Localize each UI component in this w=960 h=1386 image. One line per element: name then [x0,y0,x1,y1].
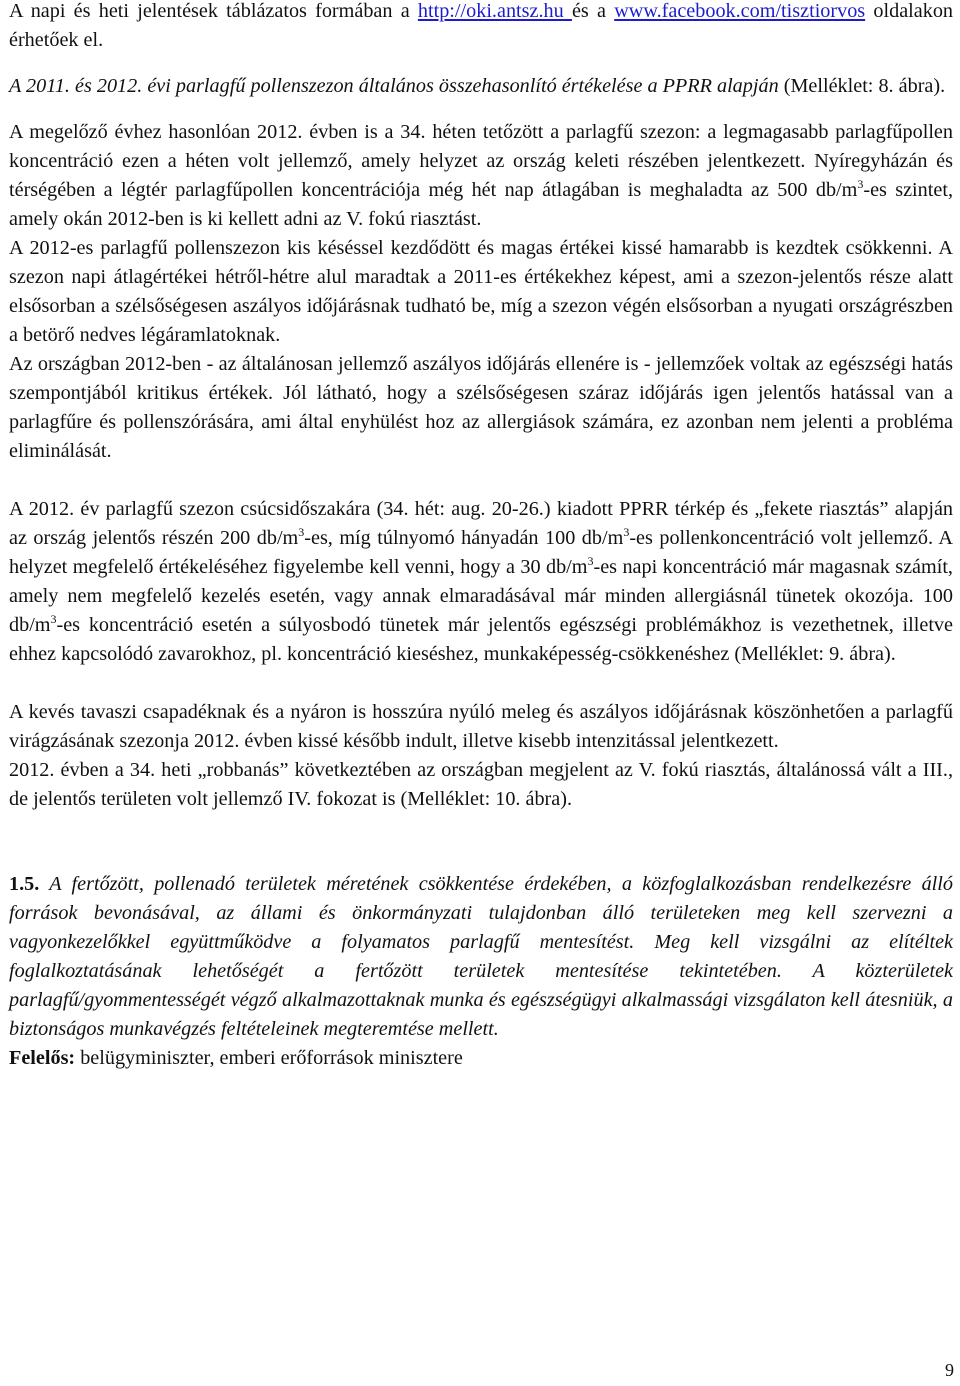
intro-text-and: és a [571,0,615,22]
comparison-ref: (Melléklet: 8. ábra). [778,75,946,97]
responsible-value: belügyminiszter, emberi erőforrások minisztere [75,1047,463,1069]
p1-text: A megelőző évhez hasonlóan 2012. évben is a 34. héten tetőzött a parlagfű szezon: a legmagasabb parlagfűpollen koncentráció ezen a héten volt jellemző, amely helyzet az ország keleti részében jelentkezett. Nyíregyházán és térségében a légtér parlagfűpollen koncentrációja még hét nap átlagában is meghaladta az 500 db/m [9,121,953,201]
intro-text: A napi és heti jelentések táblázatos formában a [9,0,418,22]
spacer [9,466,953,495]
section-text: A fertőzött, pollenadó területek méretének csökkentése érdekében, a közfoglalkozásban rendelkezésre álló források bevonásával, az állami és önkormányzati tulajdonban álló területeken meg kell szervezni a vagyonkezelőkkel együttműködve a folyamatos parlagfű mentesítést. Meg kell vizsgálni az elítéltek foglalkoztatásának lehetőségét a fertőzött területek mentesítése tekintetében. A közterületek parlagfű/gyommentességét végző alkalmazottaknak munka és egészségügyi alkalmassági vizsgálaton kell átesniük, a biztonságos munkavégzés feltételeinek megteremtése mellett. [9,873,953,1040]
comparison-title: A 2011. és 2012. évi parlagfű pollenszezon általános összehasonlító értékelése a PPRR alapján [9,75,779,97]
p4-text-d: -es napi koncentráció már magasnak számít, amely nem megfelelő kezelés esetén, vagy annak elmaradásával már minden allergiásnál tünetek okozója. 100 db/m [9,556,953,636]
spacer [9,55,953,72]
paragraph-critical-values: Az országban 2012-ben - az általánosan jellemző aszályos időjárás ellenére is - jellemzőek voltak az egészségi hatás szempontjából kritikus értékek. Jól látható, hogy a szélsőségesen száraz időjárás igen jelentős hatással van a parlagfűre és pollenszórására, ami által enyhülést hoz az allergiások számára, ez azonban nem jelenti a probléma eliminálását. [9,353,953,462]
p4-text-c: -es pollenkoncentráció volt jellemző. A helyzet megfelelő értékeléséhez figyelembe kell venni, hogy a 30 db/m [9,527,954,578]
oki-link[interactable]: http://oki.antsz.hu [417,0,572,22]
spacer [9,101,953,118]
p4-text-b: -es, míg túlnyomó hányadán 100 db/m [304,527,624,549]
paragraph-season-peak [9,118,953,234]
section-1-5 [9,870,953,1044]
intro-text-end: oldalakon érhetőek el. [9,0,954,51]
p4-sup: 3 [623,525,630,539]
p4-sup: 3 [298,525,305,539]
paragraph-alert-levels: 2012. évben a 34. heti „robbanás” következtében az országban megjelent az V. fokú riasztás, általánossá vált a III., de jelentős területen volt jellemző IV. fokozat is (Melléklet: 10. ábra). [9,759,953,810]
section-number: 1.5. [9,873,40,895]
intro-paragraph [9,0,953,55]
spacer [9,669,953,698]
p4-text-e: -es koncentráció esetén a súlyosbodó tünetek már jelentős egészségi problémákhoz is vezethetnek, illetve ehhez kapcsolódó zavarokhoz, pl. koncentráció kieséshez, munkaképesség-csökkenéshez (Melléklet: 9. ábra). [9,614,953,665]
p4-sup: 3 [50,612,57,626]
paragraph-season-trend: A 2012-es parlagfű pollenszezon kis késéssel kezdődött és magas értékei kissé hamarabb is kezdtek csökkenni. A szezon napi átlagértékei hétről-hétre alul maradtak a 2011-es értékekhez képest, ami a szezon-jelentős része alatt elsősorban a szélsőségesen aszályos időjárásnak tudható be, míg a szezon végén elsősorban a nyugati országrészben a betörő nedves légáramlatoknak. [9,237,953,346]
p1-text-end: -es szintet, amely okán 2012-ben is ki kellett adni az V. fokú riasztást. [9,179,953,230]
paragraph-flowering: A kevés tavaszi csapadéknak és a nyáron is hosszúra nyúló meleg és aszályos időjárásnak köszönhetően a parlagfű virágzásának szezonja 2012. évben kissé később indult, illetve kisebb intenzitással jelentkezett. [9,701,953,752]
p1-sup: 3 [857,177,864,191]
p4-text-a: A 2012. év parlagfű szezon csúcsidőszakára (34. hét: aug. 20-26.) kiadott PPRR térkép és „fekete riasztás” alapján az ország jelentős részén 200 db/m [9,498,953,549]
comparison-heading [9,72,953,101]
spacer [9,814,953,870]
paragraph-pprr-map [9,495,953,669]
document-page [9,0,953,1073]
p4-sup: 3 [587,554,594,568]
page-number: 9 [945,1360,954,1380]
responsible-line [9,1044,953,1073]
facebook-link[interactable]: www.facebook.com/tisztiorvos [614,0,866,22]
responsible-label: Felelős: [9,1047,76,1069]
